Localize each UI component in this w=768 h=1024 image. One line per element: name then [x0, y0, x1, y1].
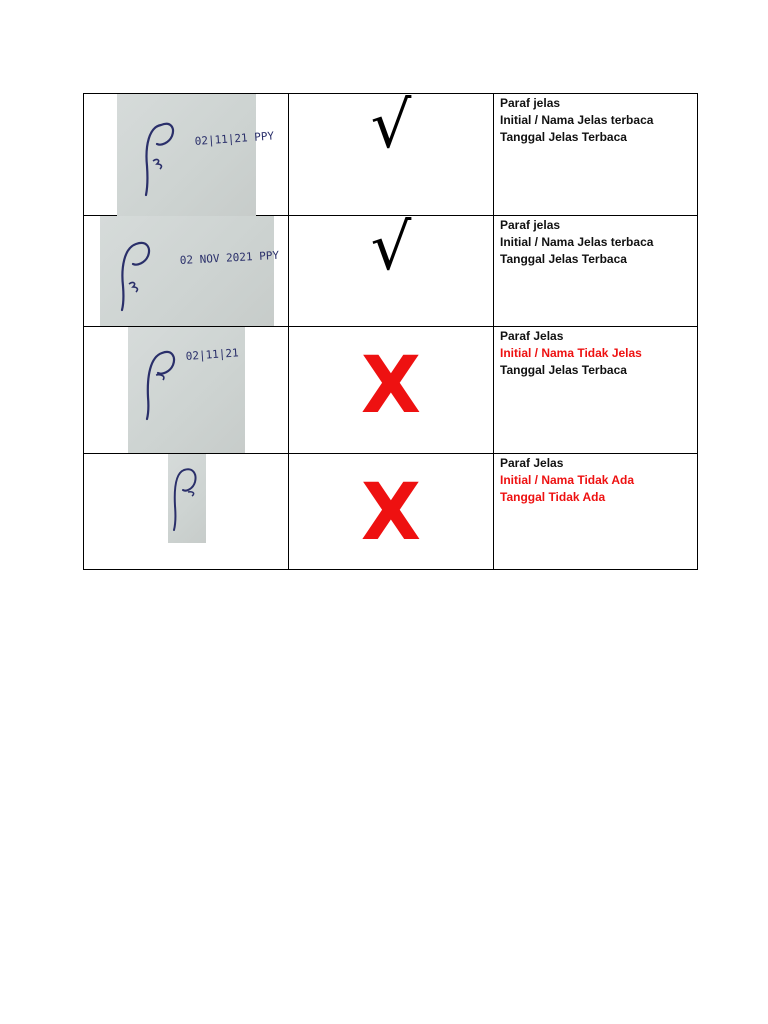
criteria-line: Paraf Jelas — [500, 456, 564, 470]
handwritten-signature — [100, 216, 280, 326]
criteria-line: Initial / Nama Jelas terbaca — [500, 113, 654, 127]
signature-cell — [84, 216, 289, 327]
criteria-cell — [494, 327, 698, 454]
criteria-line: Paraf jelas — [500, 218, 561, 232]
table-row — [84, 216, 698, 327]
signature-photo — [128, 327, 245, 453]
handwritten-signature — [128, 327, 245, 453]
criteria-line: Initial / Nama Jelas terbaca — [500, 235, 654, 249]
verdict-cell — [289, 327, 494, 454]
signature-guideline-table — [83, 89, 698, 570]
svg-text:02|11|21 PPY: 02|11|21 PPY — [194, 129, 275, 148]
criteria-line-failed: Tanggal Tidak Ada — [500, 490, 606, 504]
signature-photo — [168, 454, 206, 543]
check-mark-icon: √ — [370, 211, 412, 285]
table-row — [84, 454, 698, 570]
criteria-line: Tanggal Jelas Terbaca — [500, 130, 627, 144]
svg-text:02 NOV 2021 PPY: 02 NOV 2021 PPY — [179, 248, 280, 267]
signature-photo — [117, 94, 275, 216]
cross-mark-icon: X — [360, 341, 422, 431]
handwritten-signature — [117, 94, 275, 216]
verdict-cell — [289, 454, 494, 570]
signature-photo — [100, 216, 280, 326]
table-row — [84, 327, 698, 454]
cross-mark-icon: X — [360, 468, 422, 558]
verdict-cell — [289, 89, 494, 216]
criteria-line: Paraf Jelas — [500, 329, 564, 343]
criteria-cell — [494, 216, 698, 327]
criteria-line-failed: Initial / Nama Tidak Jelas — [500, 346, 642, 360]
svg-text:02|11|21: 02|11|21 — [185, 346, 240, 363]
table-row — [84, 94, 698, 216]
signature-cell — [84, 94, 289, 216]
verdict-cell — [289, 211, 494, 327]
criteria-line: Tanggal Jelas Terbaca — [500, 363, 627, 377]
criteria-line: Tanggal Jelas Terbaca — [500, 252, 627, 266]
handwritten-signature — [168, 454, 206, 543]
criteria-line: Paraf jelas — [500, 96, 561, 110]
signature-cell — [84, 327, 289, 454]
criteria-line-failed: Initial / Nama Tidak Ada — [500, 473, 635, 487]
check-mark-icon: √ — [370, 89, 412, 163]
signature-cell — [84, 454, 289, 570]
criteria-cell — [494, 454, 698, 570]
criteria-cell — [494, 94, 698, 216]
